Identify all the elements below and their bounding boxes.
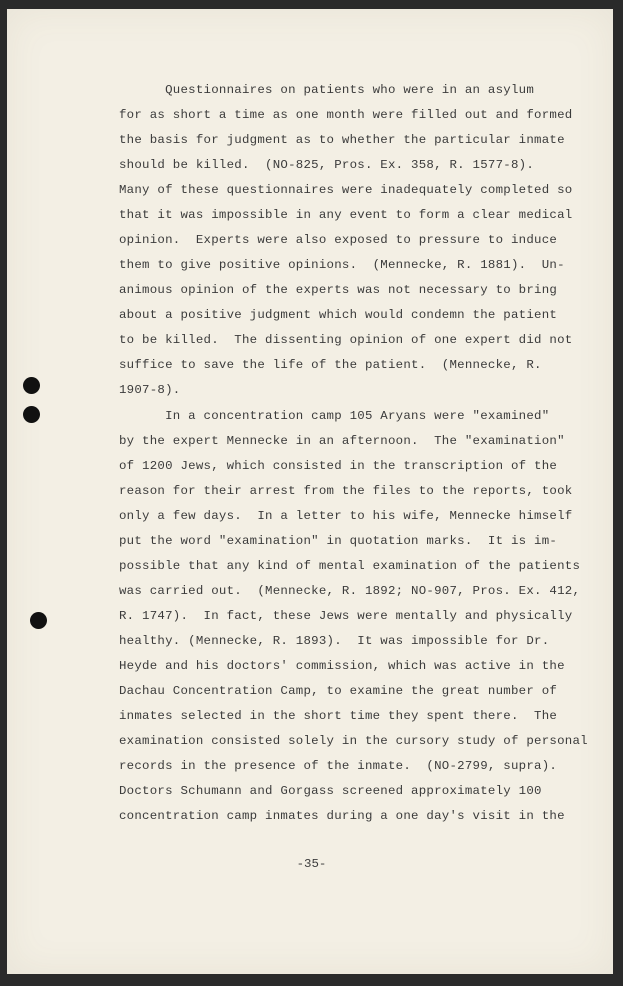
text-line: Many of these questionnaires were inadequately completed so <box>119 183 573 197</box>
text-line: possible that any kind of mental examination of the patients <box>119 559 581 573</box>
text-line: R. 1747). In fact, these Jews were mentally and physically <box>119 609 573 623</box>
binder-hole-middle <box>23 406 40 423</box>
text-line: only a few days. In a letter to his wife, Mennecke himself <box>119 509 573 523</box>
text-line: was carried out. (Mennecke, R. 1892; NO-907, Pros. Ex. 412, <box>119 584 581 598</box>
text-line: In a concentration camp 105 Aryans were "examined" <box>119 409 550 423</box>
text-line: should be killed. (NO-825, Pros. Ex. 358, R. 1577-8). <box>119 158 535 172</box>
text-line: animous opinion of the experts was not necessary to bring <box>119 283 558 297</box>
text-line: inmates selected in the short time they spent there. The <box>119 709 558 723</box>
text-line: reason for their arrest from the files to the reports, took <box>119 484 573 498</box>
text-line: Questionnaires on patients who were in an asylum <box>119 83 535 97</box>
text-line: Heyde and his doctors' commission, which was active in the <box>119 659 565 673</box>
text-line: the basis for judgment as to whether the particular inmate <box>119 133 565 147</box>
text-line: of 1200 Jews, which consisted in the transcription of the <box>119 459 558 473</box>
text-line: for as short a time as one month were filled out and formed <box>119 108 573 122</box>
text-line: about a positive judgment which would condemn the patient <box>119 308 558 322</box>
binder-hole-bottom <box>30 612 47 629</box>
text-line: concentration camp inmates during a one day's visit in the <box>119 809 565 823</box>
text-line: healthy. (Mennecke, R. 1893). It was impossible for Dr. <box>119 634 550 648</box>
text-line: opinion. Experts were also exposed to pressure to induce <box>119 233 558 247</box>
text-line: them to give positive opinions. (Mennecke, R. 1881). Un- <box>119 258 565 272</box>
binder-hole-top <box>23 377 40 394</box>
text-line: that it was impossible in any event to form a clear medical <box>119 208 573 222</box>
page-number: -35- <box>296 857 327 871</box>
text-line: records in the presence of the inmate. (NO-2799, supra). <box>119 759 558 773</box>
text-line: examination consisted solely in the cursory study of personal <box>119 734 588 748</box>
text-line: Dachau Concentration Camp, to examine the great number of <box>119 684 558 698</box>
text-line: put the word "examination" in quotation marks. It is im- <box>119 534 558 548</box>
text-line: 1907-8). <box>119 383 181 397</box>
text-line: suffice to save the life of the patient. (Mennecke, R. <box>119 358 542 372</box>
text-line: by the expert Mennecke in an afternoon. The "examination" <box>119 434 565 448</box>
text-line: to be killed. The dissenting opinion of one expert did not <box>119 333 573 347</box>
text-line: Doctors Schumann and Gorgass screened approximately 100 <box>119 784 542 798</box>
